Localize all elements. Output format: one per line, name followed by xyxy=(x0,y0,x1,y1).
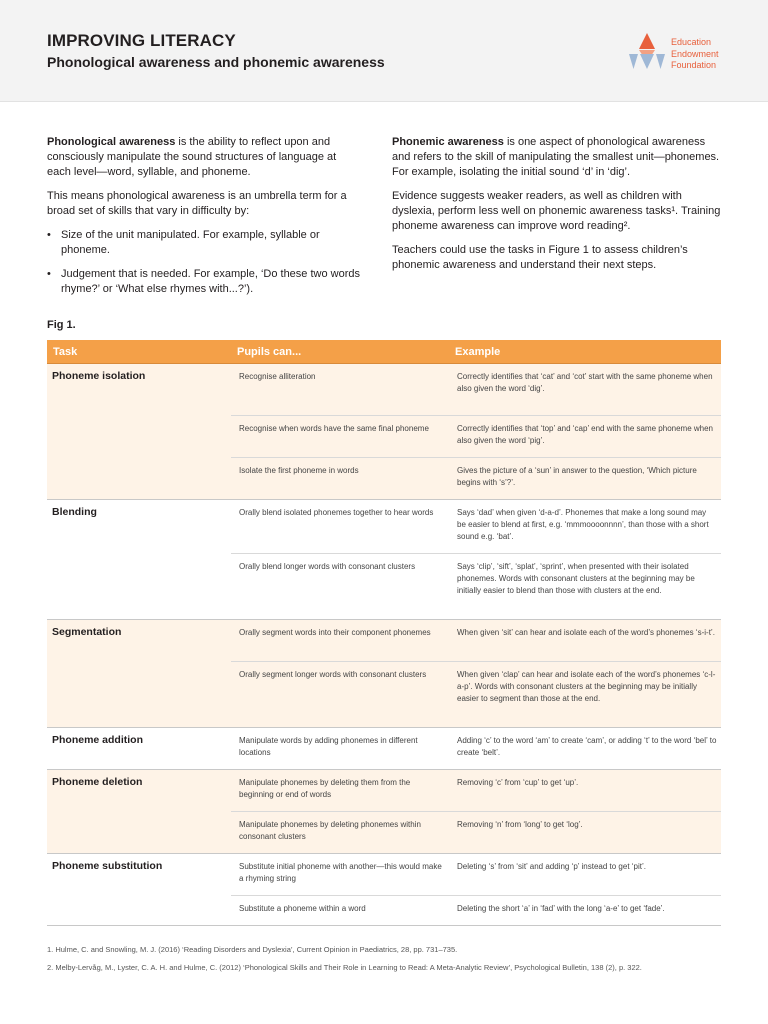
table-row xyxy=(47,728,721,770)
phonemic-definition: Phonemic awareness is one aspect of phonological awareness and refers to the skill of manipulating the smallest unit—phonemes. For example, isolating the initial sound ‘d’ in ‘dig’. xyxy=(392,136,720,178)
table-row xyxy=(47,620,721,662)
example-cell: Removing ‘n’ from ‘long’ to get ‘log’. xyxy=(449,812,721,854)
intro-left-column xyxy=(47,135,362,306)
difficulty-list xyxy=(47,228,362,297)
example-cell: Says ‘dad’ when given ‘d-a-d’. Phonemes that make a long sound may be easier to blend at first, e.g. ‘mmmoooonnnn’, than those with a short sound e.g. ‘bat’. xyxy=(449,500,721,554)
pupils-cell: Orally segment words into their component phonemes xyxy=(231,620,449,662)
task-cell: Segmentation xyxy=(47,620,231,728)
pupils-cell: Isolate the first phoneme in words xyxy=(231,458,449,500)
pupils-cell: Manipulate phonemes by deleting phonemes within consonant clusters xyxy=(231,812,449,854)
example-cell: Gives the picture of a ‘sun’ in answer to the question, ‘Which picture begins with ‘s’?’. xyxy=(449,458,721,500)
intro-right-column xyxy=(392,135,726,282)
example-cell: Deleting the short ‘a’ in ‘fad’ with the long ‘a-e’ to get ‘fade’. xyxy=(449,896,721,926)
footnote-1: 1. Hulme, C. and Snowling, M. J. (2016) ‘Reading Disorders and Dyslexia’, Current Opinion in Paediatrics, 28, pp. 731–735. xyxy=(47,945,458,954)
pupils-cell: Substitute a phoneme within a word xyxy=(231,896,449,926)
example-cell: Adding ‘c’ to the word ‘am’ to create ‘cam’, or adding ‘t’ to the word ‘bel’ to create ‘belt’. xyxy=(449,728,721,770)
pupils-cell: Orally blend isolated phonemes together to hear words xyxy=(231,500,449,554)
eef-logo-icon xyxy=(629,32,665,72)
example-cell: Removing ‘c’ from ‘cup’ to get ‘up’. xyxy=(449,770,721,812)
pupils-cell: Manipulate phonemes by deleting them from the beginning or end of words xyxy=(231,770,449,812)
example-cell: Says ‘clip’, ‘sift’, ‘splat’, ‘sprint’, when presented with their isolated phonemes. Words with consonant clusters at the beginning may be initially easier to blend than those with clusters at the end. xyxy=(449,554,721,620)
table-row xyxy=(47,770,721,812)
column-header-task: Task xyxy=(47,340,231,364)
pupils-cell: Recognise alliteration xyxy=(231,364,449,416)
page-header xyxy=(0,0,768,102)
example-cell: When given ‘clap’ can hear and isolate each of the word’s phonemes ‘c-l-a-p’. Words with consonant clusters at the beginning may be initially easier to segment than those at the end. xyxy=(449,662,721,728)
task-cell: Phoneme addition xyxy=(47,728,231,770)
list-item: • Size of the unit manipulated. For example, syllable or phoneme. xyxy=(47,228,362,258)
page-title: IMPROVING LITERACY xyxy=(47,31,236,50)
task-cell: Phoneme deletion xyxy=(47,770,231,854)
pupils-cell: Substitute initial phoneme with another—this would make a rhyming string xyxy=(231,854,449,896)
task-cell: Phoneme isolation xyxy=(47,364,231,500)
example-cell: Deleting ‘s’ from ‘sit’ and adding ‘p’ instead to get ‘pit’. xyxy=(449,854,721,896)
pupils-cell: Orally segment longer words with consonant clusters xyxy=(231,662,449,728)
phonological-definition: Phonological awareness is the ability to reflect upon and consciously manipulate the sound structures of language at each level—word, syllable, and phoneme. xyxy=(47,136,337,178)
task-cell: Phoneme substitution xyxy=(47,854,231,926)
list-item: • Judgement that is needed. For example, ‘Do these two words rhyme?’ or ‘What else rhymes with...?’). xyxy=(47,267,362,297)
column-header-pupils: Pupils can... xyxy=(231,340,449,364)
pupils-cell: Recognise when words have the same final phoneme xyxy=(231,416,449,458)
table-row xyxy=(47,364,721,416)
umbrella-paragraph: This means phonological awareness is an umbrella term for a broad set of skills that vary in difficulty by: xyxy=(47,190,347,217)
page-subtitle: Phonological awareness and phonemic awareness xyxy=(47,54,385,70)
phonemic-tasks-table xyxy=(47,340,721,926)
org-name: Education Endowment Foundation xyxy=(671,37,719,70)
evidence-paragraph: Evidence suggests weaker readers, as well as children with dyslexia, perform less well on phonemic awareness tasks¹. Training phoneme awareness can improve word reading². xyxy=(392,190,721,232)
figure-label: Fig 1. xyxy=(47,319,76,331)
pupils-cell: Manipulate words by adding phonemes in different locations xyxy=(231,728,449,770)
pupils-cell: Orally blend longer words with consonant clusters xyxy=(231,554,449,620)
example-cell: Correctly identifies that ‘top’ and ‘cap’ end with the same phoneme when also given the word ‘pig’. xyxy=(449,416,721,458)
table-row xyxy=(47,500,721,554)
task-cell: Blending xyxy=(47,500,231,620)
table-header-row xyxy=(47,340,721,364)
example-cell: Correctly identifies that ‘cat’ and ‘cot’ start with the same phoneme when also given the word ‘dig’. xyxy=(449,364,721,416)
footnote-2: 2. Melby-Lervåg, M., Lyster, C. A. H. and Hulme, C. (2012) ‘Phonological Skills and Their Role in Learning to Read: A Meta-Analytic Review’, Psychological Bulletin, 138 (2), p. 322. xyxy=(47,963,642,972)
teachers-paragraph: Teachers could use the tasks in Figure 1 to assess children’s phonemic awareness and understand their next steps. xyxy=(392,244,688,271)
example-cell: When given ‘sit’ can hear and isolate each of the word’s phonemes ‘s-i-t’. xyxy=(449,620,721,662)
table-row xyxy=(47,854,721,896)
column-header-example: Example xyxy=(449,340,721,364)
